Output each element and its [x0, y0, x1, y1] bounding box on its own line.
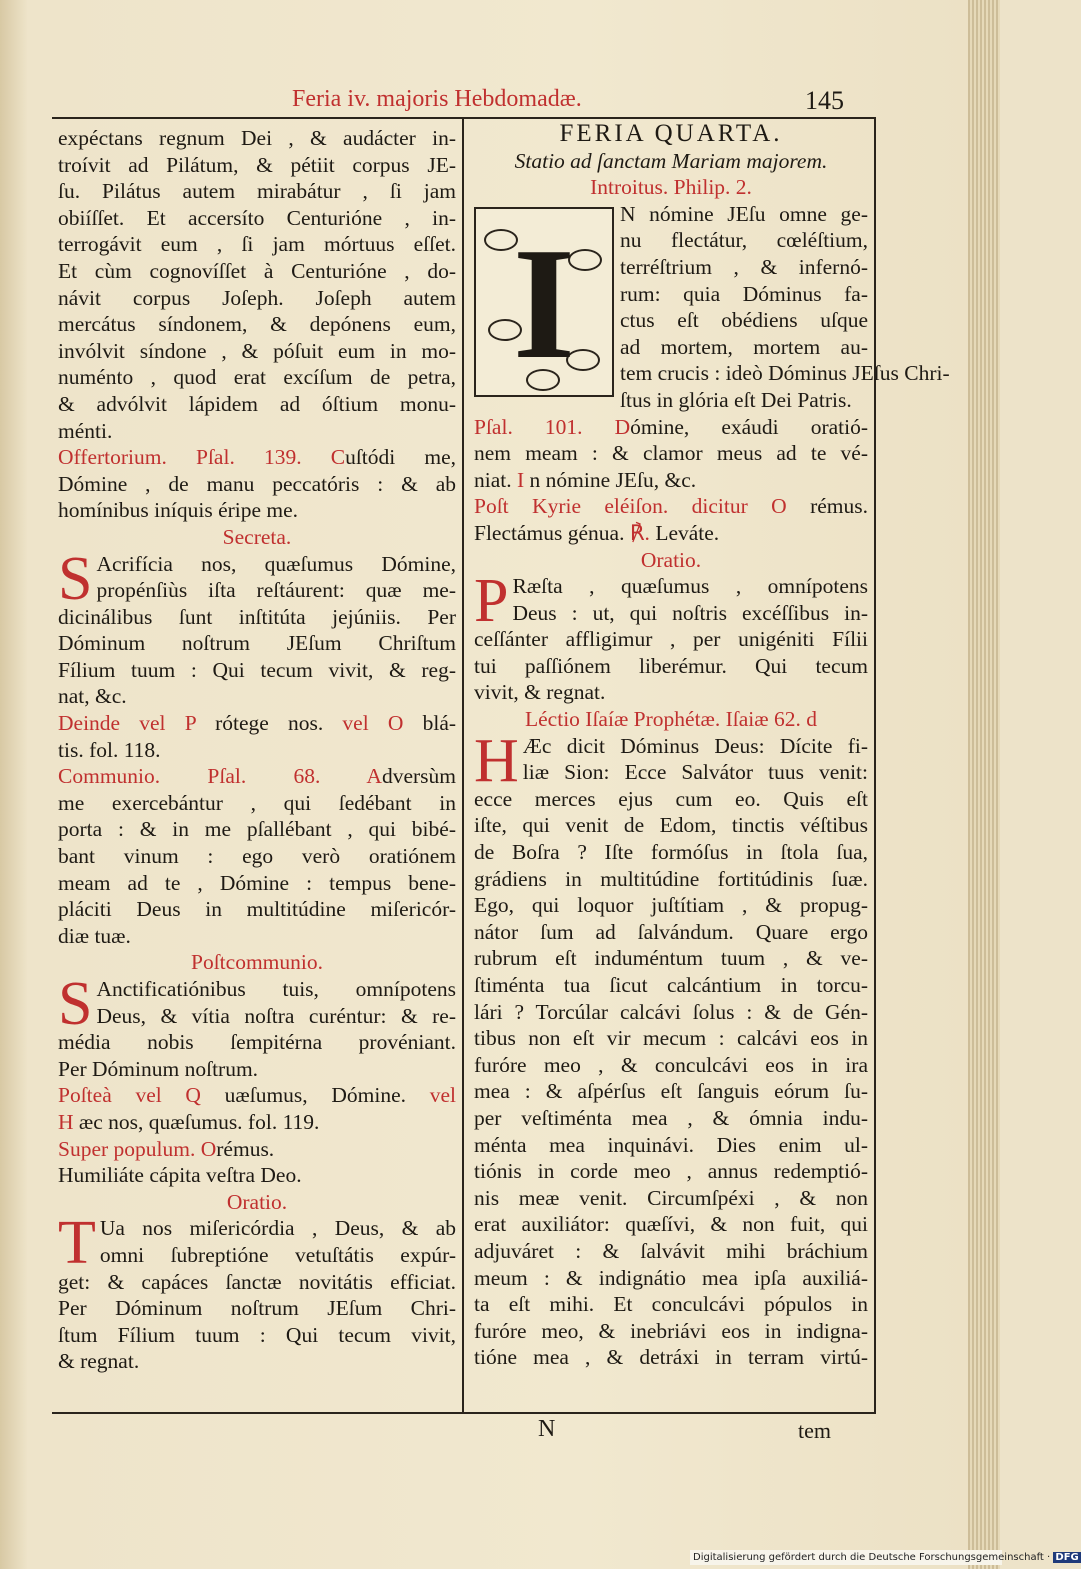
bottom-rule	[52, 1412, 876, 1414]
dfg-logo: DFG	[1055, 1552, 1079, 1563]
text: omni ſubreptióne vetuſtátis expúr-	[99, 1242, 456, 1267]
text: æc nos, quæſumus. fol. 119.	[78, 1109, 320, 1134]
text: uſtódi me,	[345, 445, 457, 470]
text-line	[58, 444, 456, 471]
text-line	[474, 999, 868, 1026]
text: rubrum eſt induméntum tuum , & ve-	[474, 946, 868, 971]
signature-mark: N	[538, 1416, 556, 1442]
text: n nómine JEſu, &c.	[529, 467, 697, 492]
rubric: Deinde vel P	[58, 711, 196, 736]
text-line	[58, 923, 456, 950]
top-rule	[52, 117, 876, 119]
rubric: I	[517, 467, 525, 492]
text: rótege nos.	[215, 711, 324, 736]
text-line	[58, 1162, 456, 1189]
drop-cap: H	[474, 726, 519, 795]
text: ſtum Fílium tuum : Qui tecum vivit,	[58, 1322, 456, 1347]
feria-title: FERIA QUARTA.	[559, 120, 783, 147]
text-line	[58, 311, 456, 338]
text: troívit ad Pilátum, & pétiit corpus JE-	[58, 152, 456, 177]
text-line	[58, 418, 456, 445]
text-line	[58, 683, 456, 710]
introit-line: terréſtrium , & infernó-	[620, 254, 868, 279]
left-column	[58, 125, 456, 1375]
catchword: tem	[798, 1418, 831, 1443]
digitization-credit: Digitalisierung gefördert durch die Deutsche Forschungsgemeinschaft · DFG	[690, 1550, 1002, 1565]
text: obiíſſet. Et accersíto Centurióne , in-	[58, 205, 456, 230]
text: nis meæ venit. Circumſpéxi , & non	[474, 1185, 868, 1210]
text: Ego, qui loquor juſtítiam , & propug-	[474, 893, 868, 918]
text-line	[58, 843, 456, 870]
text-line	[58, 577, 456, 604]
text: dicinálibus ſunt inſtitúta jejúniis. Per	[58, 604, 456, 629]
text-line	[58, 1109, 456, 1136]
rubric: Poſteà vel Q	[58, 1083, 201, 1108]
text-line	[474, 600, 868, 627]
text-line	[58, 896, 456, 923]
text-line	[474, 679, 868, 706]
text: ómine, exáudi oratió-	[630, 414, 869, 439]
text-line	[474, 653, 868, 680]
rubric: Poſt Kyrie eléiſon. dicitur O	[474, 494, 787, 519]
drop-cap-line	[58, 976, 456, 1003]
text: nátor ſum ad ſalvándum. Quare ergo	[474, 919, 868, 944]
text-line	[474, 1052, 868, 1079]
text: Et cùm cognovíſſet à Centurióne , do-	[58, 258, 456, 283]
text: diæ tuæ.	[58, 923, 131, 948]
text: meam ad te , Dómine : tempus bene-	[58, 870, 456, 895]
station-line: Statio ad ſanctam Mariam majorem.	[514, 148, 828, 173]
text-line	[58, 816, 456, 843]
text-line	[58, 205, 456, 232]
text: liæ Sion: Ecce Salvátor tuus venit:	[522, 760, 868, 785]
text: tui paſſiónem liberémur. Qui tecum	[474, 653, 868, 678]
column-divider	[462, 117, 464, 1412]
text-line	[474, 1291, 868, 1318]
rubric: ℟.	[629, 520, 650, 545]
text-line	[474, 467, 868, 494]
text: rémus.	[810, 494, 868, 519]
text: tiónis in corde meo , annus redemptió-	[474, 1159, 868, 1184]
rubric: Communio. Pſal. 68.	[58, 764, 321, 789]
text: vivit, & regnat.	[474, 680, 606, 705]
text: ceſſánter affligimur , per unigéniti Fílii	[474, 627, 868, 652]
text-line	[58, 1322, 456, 1349]
introit-line: ctus eſt obédiens uſque	[620, 308, 868, 333]
text: mea : & aſpérſus eſt ſanguis eórum ſu-	[474, 1079, 868, 1104]
text: rémus.	[216, 1136, 275, 1161]
text: tis. fol. 118.	[58, 737, 161, 762]
text: de Boſra ? Iſte formóſus in ſtola ſua,	[474, 840, 868, 865]
text: Leváte.	[655, 520, 720, 545]
text-line	[474, 626, 868, 653]
text: Per Dóminum noſtrum JEſum Chri-	[58, 1296, 456, 1321]
text: tibus non eſt vir mecum : calcávi eos in	[474, 1026, 868, 1051]
text: dversùm	[381, 764, 456, 789]
text-line	[58, 391, 456, 418]
text-line	[58, 1242, 456, 1269]
text: ſtiménta tua ſicut calcántium in torcu-	[474, 973, 868, 997]
text-line	[58, 1056, 456, 1083]
text-line	[474, 839, 868, 866]
introit-label: Introitus. Philip. 2.	[590, 175, 752, 200]
text: Deus, & vítia noſtra curéntur: & re-	[96, 1003, 456, 1028]
rubric-initial: O	[200, 1136, 217, 1161]
text: Humiliáte cápita veſtra Deo.	[58, 1163, 302, 1188]
text: bant vinum : ego verò oratiónem	[58, 844, 456, 869]
text: porta : & in me pſallébant , qui bibé-	[58, 817, 456, 842]
text: propénſiùs iſta reſtáurent: quæ me-	[96, 578, 456, 603]
text: pláciti Deus in multitúdine miſericór-	[58, 897, 456, 922]
text-line	[474, 1158, 868, 1185]
text: Flectámus génua.	[474, 520, 625, 545]
text-line	[58, 763, 456, 790]
text-line	[58, 1082, 456, 1109]
rubric: Pſal. 101.	[474, 414, 583, 439]
text-line	[474, 1211, 868, 1238]
text: numénto , quod erat excíſum de petra,	[58, 365, 456, 390]
text-line	[58, 1348, 456, 1375]
drop-cap-line	[58, 1215, 456, 1242]
text-line	[58, 1269, 456, 1296]
text-line	[474, 1025, 868, 1052]
text: meum : & indignátio mea ipſa auxiliá-	[474, 1265, 868, 1290]
text: ecce merces ejus cum eo. Quis eſt	[474, 786, 868, 811]
text-line	[474, 1078, 868, 1105]
text: ſu. Pilátus autem mirabátur , ſi jam	[58, 179, 456, 204]
text: blá-	[422, 711, 457, 736]
text: invólvit síndone , & póſuit eum in mo-	[58, 338, 456, 363]
text: ta eſt mihi. Et conculcávi pópulos in	[474, 1292, 868, 1317]
text-line	[474, 919, 868, 946]
text: furóre meo , & conculcávi eos in ira	[474, 1052, 868, 1077]
text: & regnat.	[58, 1349, 140, 1374]
rubric: Offertorium. Pſal. 139.	[58, 445, 302, 470]
text: návit corpus Joſeph. Joſeph autem	[58, 285, 456, 310]
text-line	[58, 471, 456, 498]
text-line	[474, 1318, 868, 1345]
page-number: 145	[805, 86, 844, 115]
drop-cap-line	[58, 551, 456, 578]
text-line	[474, 1344, 868, 1371]
drop-cap-line	[474, 733, 868, 760]
text-line	[474, 972, 868, 999]
rubric-initial: C	[330, 445, 346, 470]
text-line	[474, 866, 868, 893]
text: mercátus síndonem, & depónens eum,	[58, 312, 456, 337]
text: adjuváret : & ſalvávit mihi bráchium	[474, 1238, 868, 1263]
page-edge	[968, 0, 1000, 1569]
section-heading: Oratio.	[640, 547, 702, 572]
text: niat.	[474, 467, 512, 492]
text: média nobis ſempitérna provéniant.	[58, 1030, 456, 1055]
running-head: Feria iv. majoris Hebdomadæ.	[292, 86, 582, 112]
text-line	[474, 1185, 868, 1212]
right-column	[474, 120, 950, 1371]
text-line	[58, 790, 456, 817]
text-line	[58, 178, 456, 205]
text-line	[474, 759, 868, 786]
text-line	[58, 1295, 456, 1322]
text: & advólvit lápidem ad óſtium monu-	[58, 391, 456, 416]
text-line	[474, 786, 868, 813]
text-line	[58, 125, 456, 152]
text: Per Dóminum noſtrum.	[58, 1056, 259, 1081]
text: erat auxiliátor: quæſívi, & non fuit, qui	[474, 1212, 868, 1237]
text-line	[474, 706, 868, 733]
text-line	[474, 1132, 868, 1159]
text-line	[58, 737, 456, 764]
text: Acrifícia nos, quæſumus Dómine,	[96, 551, 456, 576]
text-line	[58, 657, 456, 684]
drop-cap-line	[474, 573, 868, 600]
text-line	[58, 364, 456, 391]
text: nat, &c.	[58, 684, 127, 709]
rubric: Léctio Iſaíæ Prophétæ. Iſaiæ 62. d	[525, 707, 817, 732]
text: expéctans regnum Dei , & audácter in-	[58, 126, 456, 150]
introit-line: ad mortem, mortem au-	[620, 334, 868, 359]
rubric: Super populum.	[58, 1136, 196, 1161]
text-line	[474, 812, 868, 839]
text: tióne mea , & detráxi in terram virtú-	[474, 1345, 868, 1370]
text-line	[58, 285, 456, 312]
drop-cap: S	[58, 970, 93, 1038]
text-line	[58, 604, 456, 631]
text-line	[474, 493, 868, 520]
text-line	[58, 1029, 456, 1056]
text: Dómine , de manu peccatóris : & ab	[58, 471, 456, 496]
woodcut-letter: I	[512, 213, 576, 392]
text: homínibus iníquis éripe me.	[58, 498, 299, 523]
text-line	[58, 497, 456, 524]
text-line	[474, 414, 868, 441]
text-line	[58, 870, 456, 897]
drop-cap: S	[58, 544, 93, 613]
text-line	[474, 440, 868, 467]
text: terrogávit eum , ſi jam mórtuus eſſet.	[58, 232, 456, 257]
text: grádiens in multitúdine fortitúdinis ſuæ.	[474, 866, 868, 891]
text-line	[58, 630, 456, 657]
text: Æc dicit Dóminus Deus: Dícite fi-	[522, 733, 868, 758]
introit-line: rum: quia Dóminus fa-	[620, 281, 868, 306]
text: uæſumus, Dómine.	[224, 1083, 407, 1108]
text: Anctificatiónibus tuis, omnípotens	[96, 977, 456, 1001]
text-line	[474, 1238, 868, 1265]
section-heading: Oratio.	[226, 1189, 288, 1214]
text-line	[58, 258, 456, 285]
text: Deus : ut, qui noſtris excéſſibus in-	[512, 600, 868, 625]
credit-text: Digitalisierung gefördert durch die Deutsche Forschungsgemeinschaft	[693, 1552, 1044, 1563]
rubric-initial: A	[366, 764, 382, 789]
text: nem meam : & clamor meus ad te vé-	[474, 441, 868, 466]
section-heading: Poſtcommunio.	[191, 950, 323, 975]
section-heading: Secreta.	[222, 524, 292, 549]
text-line	[58, 1003, 456, 1030]
text: Ræſta , quæſumus , omnípotens	[512, 574, 868, 599]
text: furóre meo, & inebriávi eos in indigna-	[474, 1318, 868, 1343]
text: Ua nos miſericórdia , Deus, & ab	[99, 1216, 456, 1241]
rubric: vel	[429, 1083, 456, 1108]
text: tem crucis : ideò Dóminus JEſus Chri-	[620, 361, 950, 386]
text: me exercebántur , qui ſedébant in	[58, 790, 456, 815]
text: ménti.	[58, 418, 113, 443]
text-line	[58, 231, 456, 258]
text: get: & capáces ſanctæ novitátis efficiat.	[58, 1269, 456, 1294]
text: ménta mea inquinávi. Dies enim ul-	[474, 1132, 868, 1157]
text-line	[474, 945, 868, 972]
text-line	[474, 520, 868, 547]
rubric: H	[58, 1109, 74, 1134]
text-line	[474, 1265, 868, 1292]
drop-cap: P	[474, 567, 509, 636]
text: iſte, qui venit de Edom, tinctis véſtibus	[474, 813, 868, 838]
right-border	[874, 117, 876, 1412]
text-line	[58, 710, 456, 737]
text-line	[58, 1136, 456, 1163]
rubric-initial: D	[614, 414, 631, 439]
text-line	[58, 152, 456, 179]
woodcut-initial	[474, 207, 614, 397]
text: per veſtiménta mea , & ómnia indu-	[474, 1105, 868, 1130]
introit-line: nu flectátur, cœléſtium,	[620, 228, 868, 253]
text: Fílium tuum : Qui tecum vivit, & reg-	[58, 657, 456, 682]
text-line	[474, 892, 868, 919]
text-line	[58, 338, 456, 365]
right-column-text	[474, 360, 950, 1371]
text: lári ? Torcúlar calcávi ſolus : & de Gén-	[474, 999, 868, 1024]
text-line	[474, 1105, 868, 1132]
text: Dóminum noſtrum JEſum Chriſtum	[58, 631, 456, 656]
introit-line: N nómine JEſu omne ge-	[620, 201, 868, 226]
text: ſtus in glória eſt Dei Patris.	[620, 387, 852, 412]
rubric: vel O	[342, 711, 404, 736]
drop-cap: T	[58, 1209, 96, 1278]
